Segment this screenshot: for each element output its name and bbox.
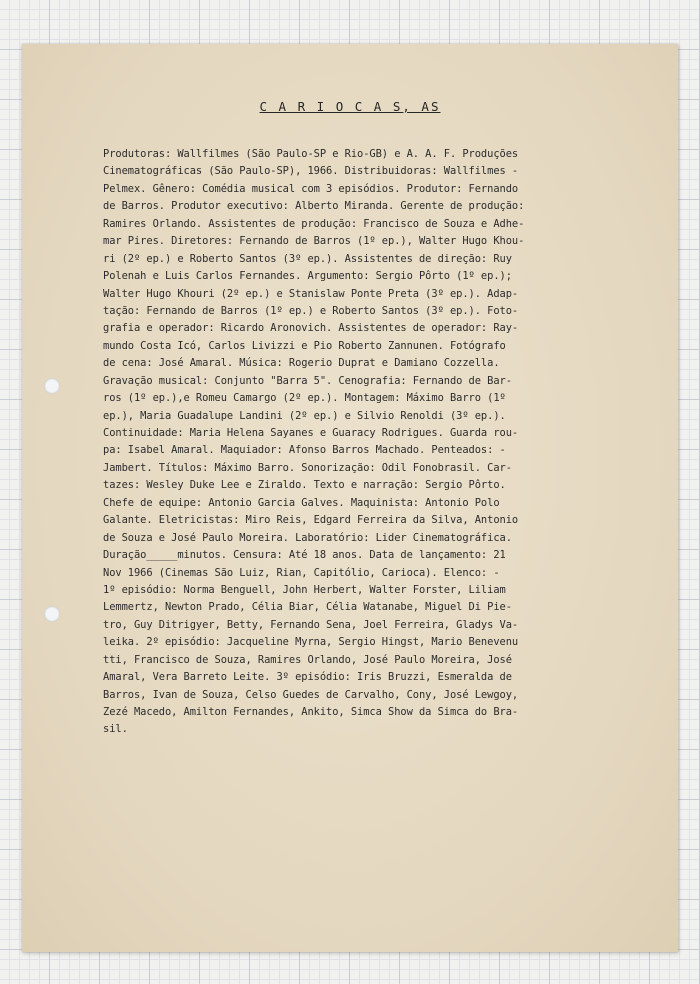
text-line: Duração_____minutos. Censura: Até 18 anos. Data de lançamento: 21 (103, 549, 506, 562)
text-line: Zezé Macedo, Amilton Fernandes, Ankito, Simca Show da Simca do Bra- (103, 706, 519, 718)
text-line: Ramires Orlando. Assistentes de produção: Francisco de Souza e Adhe- (103, 217, 525, 230)
text-line: ri (2º ep.) e Roberto Santos (3º ep.). Assistentes de direção: Ruy (103, 252, 512, 265)
text-line: grafia e operador: Ricardo Aronovich. Assistentes de operador: Ray- (103, 322, 519, 335)
text-line: Chefe de equipe: Antonio Garcia Galves. Maquinista: Antonio Polo (103, 496, 500, 509)
text-line: tazes: Wesley Duke Lee e Ziraldo. Texto e narração: Sergio Pôrto. (103, 479, 506, 492)
text-line: Pelmex. Gênero: Comédia musical com 3 episódios. Produtor: Fernando (103, 182, 519, 195)
text-line: Nov 1966 (Cinemas São Luiz, Rian, Capitólio, Carioca). Elenco: - (103, 566, 500, 579)
text-line: Lemmertz, Newton Prado, Célia Biar, Célia Watanabe, Miguel Di Pie- (103, 601, 512, 614)
text-line: tro, Guy Ditrigyer, Betty, Fernando Sena, Joel Ferreira, Gladys Va- (103, 618, 519, 631)
text-line: Produtoras: Wallfilmes (São Paulo-SP e Rio-GB) e A. A. F. Produções (103, 148, 519, 160)
text-line: sil. (103, 723, 128, 736)
document-body (103, 146, 663, 739)
punch-hole-bottom (44, 606, 60, 622)
text-line: Jambert. Títulos: Máximo Barro. Sonorização: Odil Fonobrasil. Car- (103, 461, 512, 474)
text-line: Barros, Ivan de Souza, Celso Guedes de Carvalho, Cony, José Lewgoy, (103, 688, 519, 701)
text-line: Cinematográficas (São Paulo-SP), 1966. Distribuidoras: Wallfilmes - (103, 165, 519, 178)
text-line: tação: Fernando de Barros (1º ep.) e Roberto Santos (3º ep.). Foto- (103, 304, 519, 317)
text-line: 1º episódio: Norma Benguell, John Herbert, Walter Forster, Liliam (103, 583, 506, 596)
text-line: tti, Francisco de Souza, Ramires Orlando, José Paulo Moreira, José (103, 653, 512, 666)
text-line: mundo Costa Icó, Carlos Livizzi e Pio Roberto Zannunen. Fotógrafo (103, 339, 506, 352)
text-line: leika. 2º episódio: Jacqueline Myrna, Sergio Hingst, Mario Benevenu (103, 636, 519, 649)
text-line: Continuidade: Maria Helena Sayanes e Guaracy Rodrigues. Guarda rou- (103, 427, 519, 439)
text-line: de cena: José Amaral. Música: Rogerio Duprat e Damiano Cozzella. (103, 357, 500, 370)
document-title: C A R I O C A S, AS (259, 99, 441, 114)
text-line: ros (1º ep.),e Romeu Camargo (2º ep.). Montagem: Máximo Barro (1º (103, 392, 506, 405)
text-line: pa: Isabel Amaral. Maquiador: Afonso Barros Machado. Penteados: - (103, 444, 506, 457)
text-line: Polenah e Luis Carlos Fernandes. Argumento: Sergio Pôrto (1º ep.); (103, 270, 512, 283)
text-line: Walter Hugo Khouri (2º ep.) e Stanislaw Ponte Preta (3º ep.). Adap- (103, 287, 519, 300)
punch-hole-top (44, 378, 60, 394)
text-line: Amaral, Vera Barreto Leite. 3º episódio: Iris Bruzzi, Esmeralda de (103, 671, 512, 684)
text-line: de Souza e José Paulo Moreira. Laboratório: Lider Cinematográfica. (103, 531, 512, 544)
text-line: Galante. Eletricistas: Miro Reis, Edgard Ferreira da Silva, Antonio (103, 514, 519, 527)
text-line: de Barros. Produtor executivo: Alberto Miranda. Gerente de produção: (103, 200, 525, 213)
text-line: ep.), Maria Guadalupe Landini (2º ep.) e Silvio Renoldi (3º ep.). (103, 409, 506, 422)
text-line: Gravação musical: Conjunto "Barra 5". Cenografia: Fernando de Bar- (103, 374, 512, 387)
text-line: mar Pires. Diretores: Fernando de Barros (1º ep.), Walter Hugo Khou- (103, 235, 525, 248)
